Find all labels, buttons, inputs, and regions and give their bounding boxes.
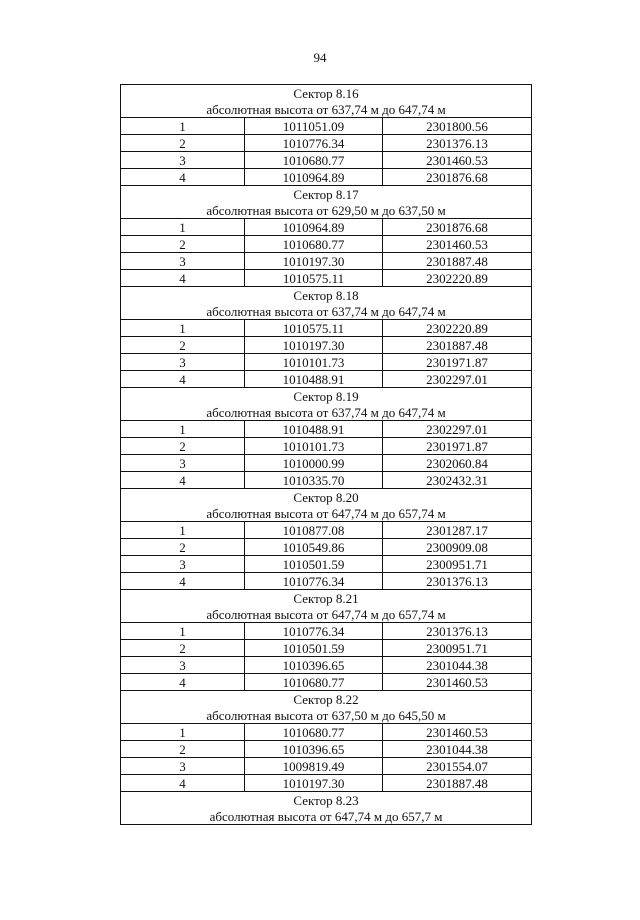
table-row (121, 674, 532, 691)
coordinate-y: 2301887.48 (383, 253, 532, 270)
table-row (121, 421, 532, 438)
coordinate-x: 1010680.77 (245, 236, 383, 253)
table-row (121, 573, 532, 590)
sector-altitude-row (121, 202, 532, 219)
point-number: 4 (121, 270, 245, 287)
coordinate-x: 1010101.73 (245, 438, 383, 455)
coordinate-x: 1010197.30 (245, 253, 383, 270)
point-number: 3 (121, 152, 245, 169)
table-row (121, 371, 532, 388)
coordinate-x: 1010335.70 (245, 472, 383, 489)
coordinate-y: 2302060.84 (383, 455, 532, 472)
sector-altitude: абсолютная высота от 637,74 м до 647,74 м (121, 101, 532, 118)
point-number: 4 (121, 169, 245, 186)
sector-altitude: абсолютная высота от 647,74 м до 657,74 м (121, 606, 532, 623)
sector-altitude-row (121, 707, 532, 724)
point-number: 1 (121, 522, 245, 539)
coordinate-x: 1010549.86 (245, 539, 383, 556)
table-row (121, 657, 532, 674)
sector-title-row (121, 691, 532, 708)
point-number: 3 (121, 758, 245, 775)
coordinate-x: 1010488.91 (245, 371, 383, 388)
sector-altitude: абсолютная высота от 629,50 м до 637,50 м (121, 202, 532, 219)
coordinate-x: 1010488.91 (245, 421, 383, 438)
point-number: 4 (121, 775, 245, 792)
point-number: 1 (121, 623, 245, 640)
point-number: 3 (121, 556, 245, 573)
sector-title: Сектор 8.20 (121, 489, 532, 506)
coordinate-x: 1010501.59 (245, 640, 383, 657)
sector-title: Сектор 8.18 (121, 287, 532, 304)
point-number: 4 (121, 573, 245, 590)
coordinate-x: 1010575.11 (245, 270, 383, 287)
sector-altitude-row (121, 606, 532, 623)
coordinate-y: 2301876.68 (383, 169, 532, 186)
coordinate-x: 1010680.77 (245, 724, 383, 741)
point-number: 4 (121, 472, 245, 489)
coordinate-y: 2301287.17 (383, 522, 532, 539)
table-row (121, 135, 532, 152)
coordinate-y: 2301800.56 (383, 118, 532, 135)
table-row (121, 118, 532, 135)
table-row (121, 724, 532, 741)
coordinate-y: 2301044.38 (383, 657, 532, 674)
sector-title: Сектор 8.19 (121, 388, 532, 405)
coordinate-y: 2302220.89 (383, 270, 532, 287)
coordinate-y: 2301460.53 (383, 724, 532, 741)
coordinate-y: 2301971.87 (383, 438, 532, 455)
coordinate-x: 1010197.30 (245, 337, 383, 354)
coordinate-y: 2301554.07 (383, 758, 532, 775)
coordinate-x: 1010776.34 (245, 573, 383, 590)
sector-title-row (121, 287, 532, 304)
sector-title: Сектор 8.21 (121, 590, 532, 607)
sector-title-row (121, 590, 532, 607)
table-row (121, 623, 532, 640)
sector-title-row (121, 489, 532, 506)
table-row (121, 539, 532, 556)
coordinate-x: 1010000.99 (245, 455, 383, 472)
coordinate-x: 1011051.09 (245, 118, 383, 135)
table-row (121, 472, 532, 489)
coordinate-x: 1010396.65 (245, 657, 383, 674)
table-row (121, 775, 532, 792)
coordinate-x: 1010680.77 (245, 674, 383, 691)
table-row (121, 640, 532, 657)
sector-title-row (121, 186, 532, 203)
table-row (121, 152, 532, 169)
table-row (121, 455, 532, 472)
coordinate-y: 2302297.01 (383, 421, 532, 438)
point-number: 2 (121, 337, 245, 354)
point-number: 3 (121, 657, 245, 674)
coordinate-x: 1010877.08 (245, 522, 383, 539)
point-number: 1 (121, 118, 245, 135)
coordinate-y: 2301376.13 (383, 623, 532, 640)
sector-altitude: абсолютная высота от 637,74 м до 647,74 м (121, 303, 532, 320)
sector-title: Сектор 8.23 (121, 792, 532, 809)
sector-altitude-row (121, 505, 532, 522)
point-number: 2 (121, 640, 245, 657)
sector-title-row (121, 792, 532, 809)
sector-altitude: абсолютная высота от 647,74 м до 657,7 м (121, 808, 532, 825)
table-row (121, 556, 532, 573)
point-number: 2 (121, 539, 245, 556)
coordinate-x: 1009819.49 (245, 758, 383, 775)
coordinates-table (120, 84, 532, 825)
point-number: 4 (121, 674, 245, 691)
coordinate-y: 2301376.13 (383, 135, 532, 152)
table-row (121, 354, 532, 371)
coordinate-y: 2301971.87 (383, 354, 532, 371)
sector-title-row (121, 388, 532, 405)
coordinate-y: 2300951.71 (383, 640, 532, 657)
point-number: 2 (121, 135, 245, 152)
coordinate-x: 1010776.34 (245, 623, 383, 640)
table-row (121, 219, 532, 236)
coordinate-y: 2301044.38 (383, 741, 532, 758)
coordinate-y: 2301887.48 (383, 775, 532, 792)
point-number: 4 (121, 371, 245, 388)
point-number: 1 (121, 421, 245, 438)
coordinate-x: 1010964.89 (245, 169, 383, 186)
coordinate-x: 1010501.59 (245, 556, 383, 573)
sector-altitude-row (121, 404, 532, 421)
point-number: 1 (121, 724, 245, 741)
sector-title: Сектор 8.17 (121, 186, 532, 203)
coordinate-x: 1010575.11 (245, 320, 383, 337)
coordinate-y: 2301876.68 (383, 219, 532, 236)
point-number: 3 (121, 354, 245, 371)
sector-altitude-row (121, 101, 532, 118)
sector-altitude: абсолютная высота от 647,74 м до 657,74 м (121, 505, 532, 522)
coordinate-x: 1010776.34 (245, 135, 383, 152)
point-number: 1 (121, 219, 245, 236)
table-row (121, 337, 532, 354)
coordinate-x: 1010101.73 (245, 354, 383, 371)
sector-altitude: абсолютная высота от 637,74 м до 647,74 м (121, 404, 532, 421)
coordinate-y: 2301460.53 (383, 152, 532, 169)
sector-altitude: абсолютная высота от 637,50 м до 645,50 м (121, 707, 532, 724)
coordinate-y: 2301460.53 (383, 674, 532, 691)
sector-altitude-row (121, 808, 532, 825)
coordinate-x: 1010197.30 (245, 775, 383, 792)
coordinate-x: 1010964.89 (245, 219, 383, 236)
point-number: 3 (121, 455, 245, 472)
table-row (121, 522, 532, 539)
sector-title: Сектор 8.16 (121, 85, 532, 102)
table-row (121, 253, 532, 270)
coordinate-y: 2301887.48 (383, 337, 532, 354)
table-row (121, 320, 532, 337)
point-number: 2 (121, 438, 245, 455)
point-number: 2 (121, 741, 245, 758)
table-row (121, 169, 532, 186)
coordinate-y: 2300951.71 (383, 556, 532, 573)
coordinate-y: 2301376.13 (383, 573, 532, 590)
table-row (121, 758, 532, 775)
sector-title-row (121, 85, 532, 102)
coordinate-y: 2302432.31 (383, 472, 532, 489)
point-number: 2 (121, 236, 245, 253)
point-number: 3 (121, 253, 245, 270)
table-row (121, 741, 532, 758)
coordinate-y: 2301460.53 (383, 236, 532, 253)
coordinate-y: 2302297.01 (383, 371, 532, 388)
sector-altitude-row (121, 303, 532, 320)
coordinate-y: 2300909.08 (383, 539, 532, 556)
page-number: 94 (313, 50, 327, 65)
coordinate-y: 2302220.89 (383, 320, 532, 337)
table-row (121, 438, 532, 455)
table-row (121, 270, 532, 287)
coordinate-x: 1010396.65 (245, 741, 383, 758)
sector-title: Сектор 8.22 (121, 691, 532, 708)
table-row (121, 236, 532, 253)
point-number: 1 (121, 320, 245, 337)
coordinate-x: 1010680.77 (245, 152, 383, 169)
